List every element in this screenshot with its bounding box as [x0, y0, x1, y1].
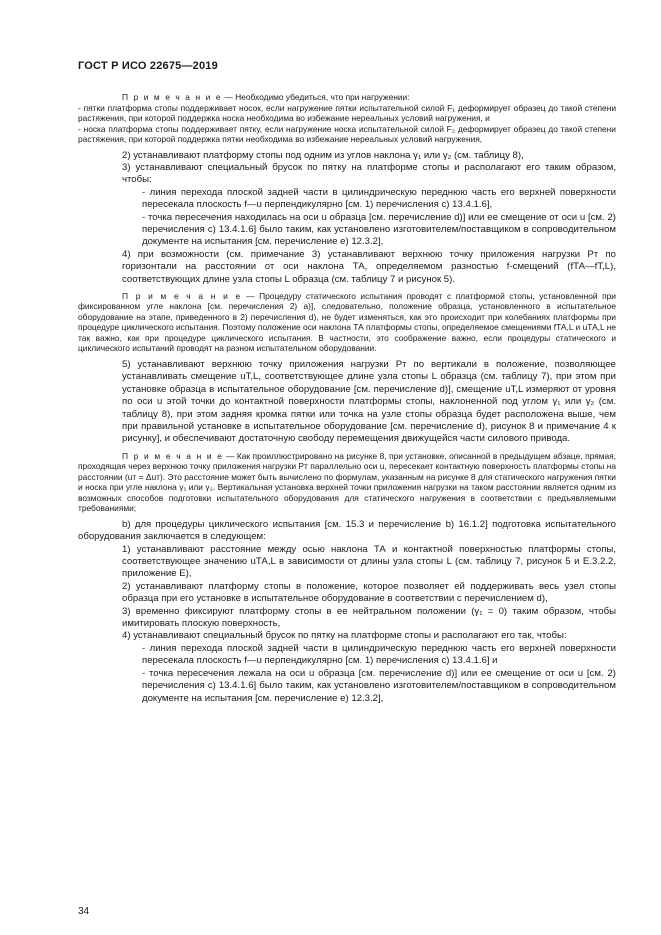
steps-block-a [78, 150, 616, 286]
note-label: П р и м е ч а н и е [122, 92, 223, 102]
sub-item: - линия перехода плоской задней части в цилиндрическую переднюю часть его верхней поверхности пересекала плоскость f—u перпендикулярно [см. 1) перечисления c) 13.4.1.6], [142, 186, 616, 211]
note-2 [78, 291, 616, 354]
document-header: ГОСТ Р ИСО 22675—2019 [78, 60, 218, 72]
step-5-block [78, 359, 616, 446]
sub-item: - линия перехода плоской задней части в цилиндрическую переднюю часть его верхней поверхности пересекала плоскость f—u перпендикулярно [см. 1) перечисления c) 13.4.1.6] и [142, 642, 616, 667]
note-intro: — Необходимо убедиться, что при нагружении: [222, 92, 410, 102]
steps-block-b [78, 519, 616, 705]
list-item: 5) устанавливают верхнюю точку приложения нагрузки Pт по вертикали в положение, позволяющее устанавливать смещение uТ,L, соответствующее длине узла стопы L образца (см. таблицу 7), при этом при установке образца в испытательное оборудование [см. перечисление d)], смещение uТ,L измеряют от уровня по оси u этой точки до контактной поверхности платформы стопы, наклоненной под углом γ₁ или γ₂ (см. таблицу 8), при этом задняя кромка пятки или точка на узле стопы образца будет расположена выше, чем при правильной установке в испытательное оборудование [см. перечисление d), рисунок 8 и примечание 4 к рисунку], и обеспечивают достаточную свободу перемещения движущейся части силового привода. [122, 358, 616, 445]
note-label: П р и м е ч а н и е [122, 290, 242, 301]
sub-item: - точка пересечения лежала на оси u образца [см. перечисление d)] или ее смещение от оси u [см. 2) перечисления c) 13.4.1.6] было таким, как установлено изготовителем/поставщиком в сопроводительном документе на испытания [см. перечисление e) 12.3.2], [142, 667, 616, 704]
note-item: - носка платформа стопы поддерживает пятку, если нагружение носка испытательной силой F₂ деформирует образец до такой степени растяжения, при которой поддержка пятки необходима во избежание нереальных условий нагружения, [78, 123, 616, 144]
list-item: 2) устанавливают платформу стопы под одним из углов наклона γ₁ или γ₂ (см. таблицу 8), [122, 149, 524, 161]
list-item: 3) устанавливают специальный брусок по пятку на платформе стопы и располагают его таким образом, чтобы: [122, 161, 616, 186]
note-text: — Как проиллюстрировано на рисунке 8, при установке, описанной в предыдущем абзаце, прямая, проходящая через верхнюю точку приложения нагрузки Pт параллельно оси u, пересекает контактную поверхность платформы стопы на расстоянии (uт = Δuт). Это расстояние может быть вычислено по формулам, указанным на рисунке 8 для статического нагружения пятки и носка при угле наклона γ₁ или γ₂. Вертикальная установка верхней точки приложения нагрузки на таком расстоянии является одним из возможных способов подготовки испытательного оборудования для статического нагружения в соответствии с предъявляемыми требованиями; [78, 450, 616, 514]
list-item: 2) устанавливают платформу стопы в положение, которое позволяет ей поддерживать весь узел стопы образца при его установке в испытательное оборудование в соответствии с перечислением d), [122, 580, 616, 605]
page-content [78, 92, 616, 705]
paragraph-b: b) для процедуры циклического испытания [см. 15.3 и перечисление b) 16.1.2] подготовка испытательного оборудования заключается в следующем: [78, 518, 616, 543]
note-text: — Процедуру статического испытания проводят с платформой стопы, установленной при фиксированном угле наклона [см. перечисления 2) а)], следовательно, положение образца, установленного в испытательное оборудование на этапе, приведенного в 2) перечисления d), не будет изменяться, как это происходит при колебаниях платформы при процедуре циклического испытания. Поэтому положение оси наклона ТА платформы стопы, определяемое смещениями fТА,L и uТА,L не так важно, как при процедуре циклического испытания. В частности, это соображение важно, если процедуры статического и циклического испытаний проводят на разном испытательном оборудовании. [78, 290, 616, 354]
list-item: 4) при возможности (см. примечание 3) устанавливают верхнюю точку приложения нагрузки Pт по горизонтали на расстоянии от оси наклона ТА, определяемом разностью f-смещений (fТА—fТ,L), соответствующих длине узла стопы L образца (см. таблицу 7 и рисунок 5). [122, 248, 616, 285]
note-item: - пятки платформа стопы поддерживает носок, если нагружение пятки испытательной силой F₁ деформирует образец до такой степени растяжения, при которой поддержка носка необходима во избежание нереальных условий нагружения, и [78, 102, 616, 123]
list-item: 3) временно фиксируют платформу стопы в ее нейтральном положении (γ₁ = 0) таким образом, чтобы имитировать плоскую поверхность, [122, 605, 616, 630]
note-label: П р и м е ч а н и е [122, 450, 224, 461]
list-item: 1) устанавливают расстояние между осью наклона ТА и контактной поверхностью платформы стопы, соответствующее значению uТА,L в зависимости от длины узла стопы L (см. таблицу 7, рисунок 5 и Е.3.2.2, приложение Е), [122, 543, 616, 580]
page-number: 34 [78, 906, 90, 917]
sub-item: - точка пересечения находилась на оси u образца [см. перечисление d)] или ее смещение от оси u [см. 2) перечисления c) 13.4.1.6] было таким, как установлено изготовителем/поставщиком в сопроводительном документе на испытания [см. перечисление e) 12.3.2], [142, 211, 616, 248]
list-item: 4) устанавливают специальный брусок по пятку на платформе стопы и располагают его так, чтобы: [122, 630, 567, 642]
note-1 [78, 92, 616, 145]
note-3 [78, 451, 616, 514]
